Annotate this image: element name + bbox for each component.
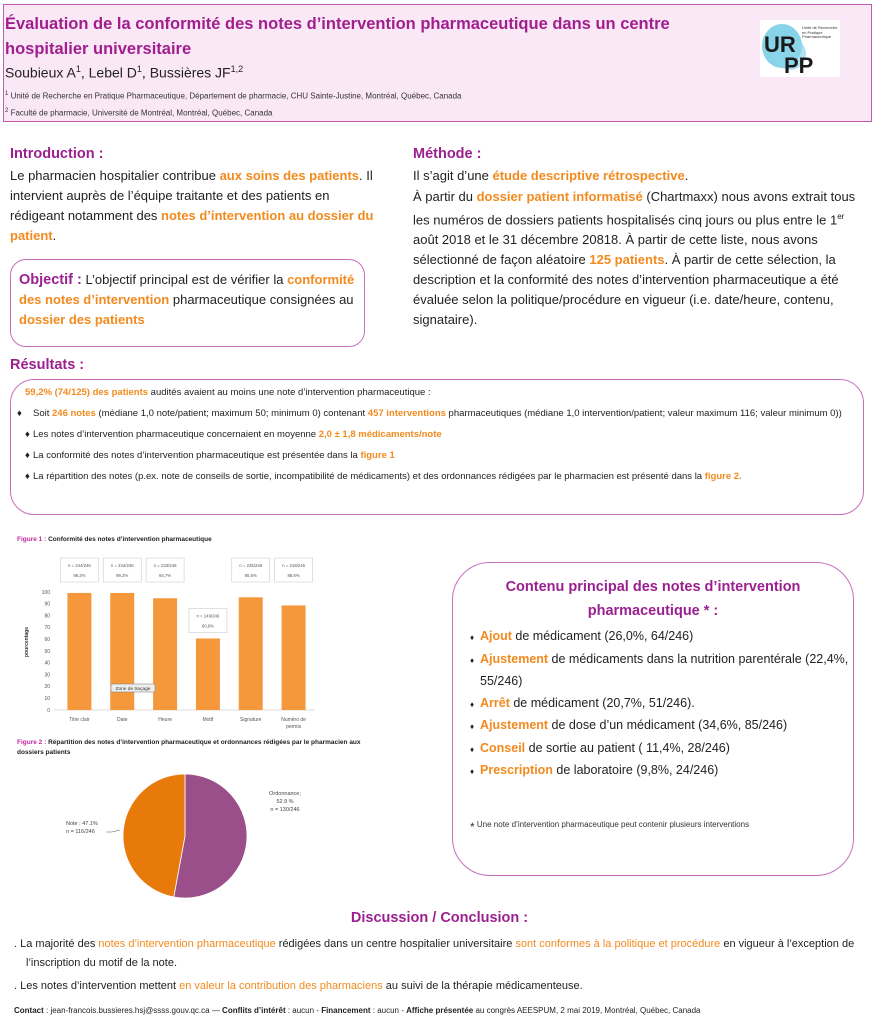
superscript: er: [837, 212, 845, 221]
figure1-bar-chart: [20, 550, 330, 740]
x-tick-label: Numéro de permis: [281, 717, 306, 730]
highlight: 457 interventions: [367, 408, 446, 419]
discussion-item: [14, 935, 864, 973]
author-affiliation: 1: [136, 64, 142, 74]
text-run: Il s’agit d’une: [413, 168, 493, 183]
slice-label-ordonnance: Ordonnance;: [269, 791, 301, 797]
highlight: Prescription: [480, 763, 553, 777]
chart-title: Répartition des notes d’intervention pharmaceutique et ordonnances rédigées par le pharmacien aux dossiers patients: [17, 739, 361, 756]
x-tick-label: Titre clair: [69, 717, 90, 723]
author-list: Soubieux $A^1$, Lebel $D^1$, Bussières JF$^{1,2}$: [5, 64, 244, 81]
figure2-pie-chart: [40, 770, 340, 900]
x-tick-label: Motif: [202, 717, 214, 723]
leader-line: [106, 830, 120, 832]
resultats-intro: [25, 386, 849, 399]
slice-pct-ordonnance: 52.9 %: [276, 799, 294, 805]
methode-text: [413, 187, 863, 330]
author: Lebel D: [88, 64, 137, 81]
data-label-percent: 95,5%: [244, 573, 257, 578]
data-label-box: [103, 558, 141, 582]
y-axis-label: pourcentage: [24, 626, 30, 658]
affiche-label: Affiche présentée: [406, 1006, 474, 1015]
author-affiliation: 1: [75, 64, 81, 74]
author: Bussières JF: [149, 64, 231, 81]
y-tick-label: 20: [44, 684, 50, 691]
poster-footer: [14, 1006, 701, 1015]
data-label-count: n = 244/246: [110, 563, 134, 568]
introduction-text: [10, 166, 380, 246]
item-text: de laboratoire (9,8%, 24/246): [552, 763, 719, 777]
bar: [67, 593, 91, 710]
data-label: [275, 558, 313, 582]
highlight: Arrêt: [480, 695, 510, 710]
diamond-bullet-icon: ♦: [470, 699, 475, 709]
text-run: audités avaient au moins une note d’intervention pharmaceutique :: [148, 387, 431, 398]
asterisk: *: [470, 820, 475, 834]
affiliation: [5, 108, 273, 118]
affiliation: [5, 91, 462, 101]
y-tick-label: 60: [44, 637, 50, 643]
resultats-bullet: [25, 470, 849, 483]
text-run: .: [52, 228, 57, 243]
resultats-box: [10, 379, 864, 515]
urpp-logo: [760, 20, 840, 77]
contact-label: Contact: [14, 1006, 44, 1015]
highlight: Ajustement: [480, 651, 549, 666]
contenu-item: [470, 715, 850, 738]
data-label: [103, 558, 141, 582]
slice-n-note: n = 116/246: [66, 829, 95, 835]
item-text: de médicaments dans la nutrition parentérale (22,4%, 55/246): [480, 651, 849, 688]
diamond-bullet-icon: ♦: [470, 744, 475, 754]
contenu-item: [470, 649, 850, 693]
data-label-percent: 99,2%: [116, 573, 129, 578]
chart-title: Conformité des notes d’intervention pharmaceutique: [48, 536, 212, 543]
data-label: [60, 558, 98, 582]
highlight: notes d’intervention au dossier du patient: [10, 208, 374, 243]
affiliation-text: Unité de Recherche en Pratique Pharmaceutique, Département de pharmacie, CHU Sainte-Justine, Montréal, Québec, Canada: [10, 91, 462, 101]
slice-n-ordonnance: n = 130/246: [270, 807, 300, 813]
data-label-box: [60, 558, 98, 582]
y-tick-label: 50: [44, 648, 50, 655]
figure2-caption: [17, 738, 377, 758]
text-run: pharmaceutique consignées au: [169, 292, 354, 307]
data-label-percent: 60,6%: [201, 623, 215, 629]
item-text: de dose d’un médicament (34,6%, 85/246): [548, 718, 788, 732]
data-label-percent: 88,6%: [287, 573, 300, 578]
discussion-list: [14, 935, 864, 996]
resultats-heading: Résultats :: [10, 357, 85, 373]
affiche-value: au congrès AEESPUM, 2 mai 2019, Montréal, Québec, Canada: [473, 1006, 701, 1015]
y-tick-label: 40: [44, 660, 50, 667]
highlight: conformité des notes d’intervention: [19, 272, 355, 307]
highlight: 2,0 ± 1,8 médicaments/note: [318, 429, 442, 440]
contenu-item: [470, 760, 850, 783]
item-text: de médicament (20,7%, 51/246).: [509, 695, 695, 710]
text-run: en vigueur à l’exception de l’inscription du motif de la note.: [26, 938, 855, 969]
discussion-heading: Discussion / Conclusion :: [350, 910, 529, 926]
y-tick-label: 70: [44, 625, 50, 632]
coi-label: Conflits d’intérêt: [222, 1006, 286, 1015]
item-text: de sortie au patient ( 11,4%, 28/246): [525, 740, 730, 755]
diamond-bullet-icon: ♦: [25, 450, 30, 461]
data-label-box: [189, 608, 227, 632]
data-label-count: n = 149/246: [196, 613, 220, 619]
highlight: en valeur la contribution des pharmaciens: [179, 980, 383, 992]
text-run: Les notes d’intervention pharmaceutique concernaient en moyenne: [33, 429, 319, 440]
coi-value: : aucun -: [285, 1006, 322, 1015]
affiliation-number: 1: [5, 91, 9, 97]
contenu-item: [470, 738, 850, 761]
text-run: (médiane 1,0 note/patient; maximum 50; minimum 0) contenant: [95, 408, 368, 419]
resultats-bullet: [25, 428, 849, 441]
contenu-item: [470, 626, 850, 649]
figure-label: Figure 1 :: [17, 536, 47, 543]
figure-label: Figure 2 :: [17, 739, 47, 746]
text-run: août 2018 et le 31 décembre 20818. À partir de cette liste, nous avons sélectionné de façon aléatoire: [413, 232, 818, 268]
author-affiliation: 1,2: [230, 64, 244, 74]
contact-value: : jean-francois.bussieres.hsj@ssss.gouv.qc.ca —: [43, 1006, 223, 1015]
objectif-label: Objectif :: [19, 272, 82, 288]
slice-label-note: Note ; 47.1%: [66, 821, 98, 827]
resultats-bullet: [17, 407, 849, 420]
highlight: 59,2% (74/125) des patients: [25, 387, 149, 398]
text-run: .: [684, 168, 689, 183]
text-run: À partir du: [413, 189, 477, 204]
y-tick-label: 100: [41, 589, 50, 596]
bar: [110, 593, 134, 710]
diamond-bullet-icon: ♦: [17, 408, 22, 419]
data-label-box: [275, 558, 313, 582]
poster-title: Évaluation de la conformité des notes d’intervention pharmaceutique dans un centre hospitalier universitaire: [5, 15, 670, 58]
text-run: rédigées dans un centre hospitalier universitaire: [275, 938, 516, 950]
text-run: La répartition des notes (p.ex. note de conseils de sortie, incompatibilité de médicaments) et des ordonnances rédigées par le pharmacien est présenté dans la: [33, 471, 705, 482]
diamond-bullet-icon: ♦: [25, 471, 30, 482]
methode-line1: [413, 166, 863, 186]
resultats-bullet: [25, 449, 849, 462]
pie-slice: [123, 774, 185, 897]
data-label-count: n = 244/246: [68, 563, 91, 568]
y-tick-label: 90: [44, 601, 50, 608]
x-tick-label: Signature: [240, 717, 262, 723]
y-tick-label: 10: [44, 696, 50, 702]
text-run: L’objectif principal est de vérifier la: [81, 272, 288, 287]
data-label-box: [232, 558, 270, 582]
data-label: [146, 558, 184, 582]
plot-area-tooltip: [111, 684, 155, 692]
bar: [153, 598, 177, 710]
logo-letters-top: UR: [764, 32, 796, 57]
bar: [196, 638, 220, 710]
bar: [239, 597, 263, 710]
data-label-box: [146, 558, 184, 582]
bar: [282, 605, 306, 710]
text-run: pharmaceutiques (médiane 1,0 intervention/patient; valeur maximum 116; valeur minimum 0)): [445, 408, 842, 419]
highlight: figure 2.: [704, 471, 742, 482]
text-run: . À partir de cette sélection, la description et la conformité des notes d’intervention pharmaceutique a été évaluée selon la politique/procédure en vigueur (i.e. date/heure, contenu, signataire).: [413, 252, 839, 328]
highlight: 246 notes: [52, 408, 96, 419]
highlight: dossier patient informatisé: [476, 189, 643, 204]
diamond-bullet-icon: ♦: [470, 722, 475, 731]
author: Soubieux A: [5, 64, 76, 81]
text-run: Le pharmacien hospitalier contribue: [10, 168, 220, 183]
highlight: dossier des patients: [19, 312, 145, 327]
text-run: Soit: [33, 408, 53, 419]
data-label-count: n = 218/246: [282, 563, 305, 568]
discussion-item: [14, 977, 864, 996]
text-run: (Chartmaxx) nous avons extrait tous les numéros de dossiers patients hospitalisés cinq jours ou plus entre le 1: [413, 189, 856, 228]
affiliation-number: 2: [5, 108, 9, 114]
tooltip-text: Zone de traçage: [115, 687, 151, 692]
data-label-percent: 99,2%: [73, 573, 86, 578]
highlight: sont conformes à la politique et procédure: [515, 938, 721, 950]
diamond-bullet-icon: ♦: [470, 655, 475, 665]
text-run: . La majorité des: [14, 938, 99, 950]
highlight: Ajout: [480, 629, 512, 643]
y-tick-label: 30: [44, 672, 50, 679]
diamond-bullet-icon: ♦: [25, 429, 30, 440]
diamond-bullet-icon: ♦: [470, 633, 475, 642]
data-label-count: n = 233/246: [153, 563, 177, 568]
text-run: . Les notes d’intervention mettent: [14, 980, 180, 992]
data-label-count: n = 235/246: [239, 563, 263, 568]
highlight: 125 patients: [589, 252, 665, 268]
methode-heading: Méthode :: [413, 146, 482, 162]
y-tick-label: 0: [47, 707, 50, 714]
financement-label: Financement: [321, 1006, 371, 1015]
data-label: [232, 558, 270, 582]
y-tick-label: 80: [44, 613, 50, 620]
contenu-title: Contenu principal des notes d’intervention pharmaceutique * :: [505, 579, 801, 619]
text-run: au suivi de la thérapie médicamenteuse.: [382, 980, 583, 992]
diamond-bullet-icon: ♦: [470, 767, 475, 776]
contenu-list: [470, 626, 850, 783]
text-run: . Il intervient auprès de l’équipe traitante et des patients en rédigeant notamment des: [10, 168, 373, 223]
highlight: Ajustement: [480, 718, 549, 732]
figure1-caption: [17, 536, 212, 543]
highlight: étude descriptive rétrospective: [492, 168, 685, 183]
logo-letters-bottom: PP: [784, 53, 814, 77]
text-run: La conformité des notes d’intervention pharmaceutique est présentée dans la: [33, 450, 361, 461]
footnote-text: Une note d’intervention pharmaceutique peut contenir plusieurs interventions: [476, 820, 750, 829]
item-text: de médicament (26,0%, 64/246): [511, 629, 694, 643]
highlight: Conseil: [480, 740, 526, 755]
introduction-heading: Introduction :: [10, 146, 104, 162]
highlight: figure 1: [360, 450, 395, 461]
objectif-box: [10, 259, 365, 347]
x-tick-label: Heure: [158, 717, 172, 723]
highlight: notes d’intervention pharmaceutique: [98, 938, 276, 950]
x-tick-label: Date: [116, 717, 128, 723]
highlight: aux soins des patients: [219, 168, 360, 183]
contenu-item: [470, 693, 850, 716]
data-label: [189, 608, 227, 632]
affiliation-text: Faculté de pharmacie, Université de Montréal, Montréal, Québec, Canada: [10, 108, 273, 118]
contenu-footnote: [470, 820, 749, 834]
logo-caption: Unité de Recherche en Pratique Pharmaceutique: [802, 26, 838, 39]
financement-value: : aucun -: [370, 1006, 407, 1015]
data-label-percent: 94,7%: [158, 573, 172, 578]
